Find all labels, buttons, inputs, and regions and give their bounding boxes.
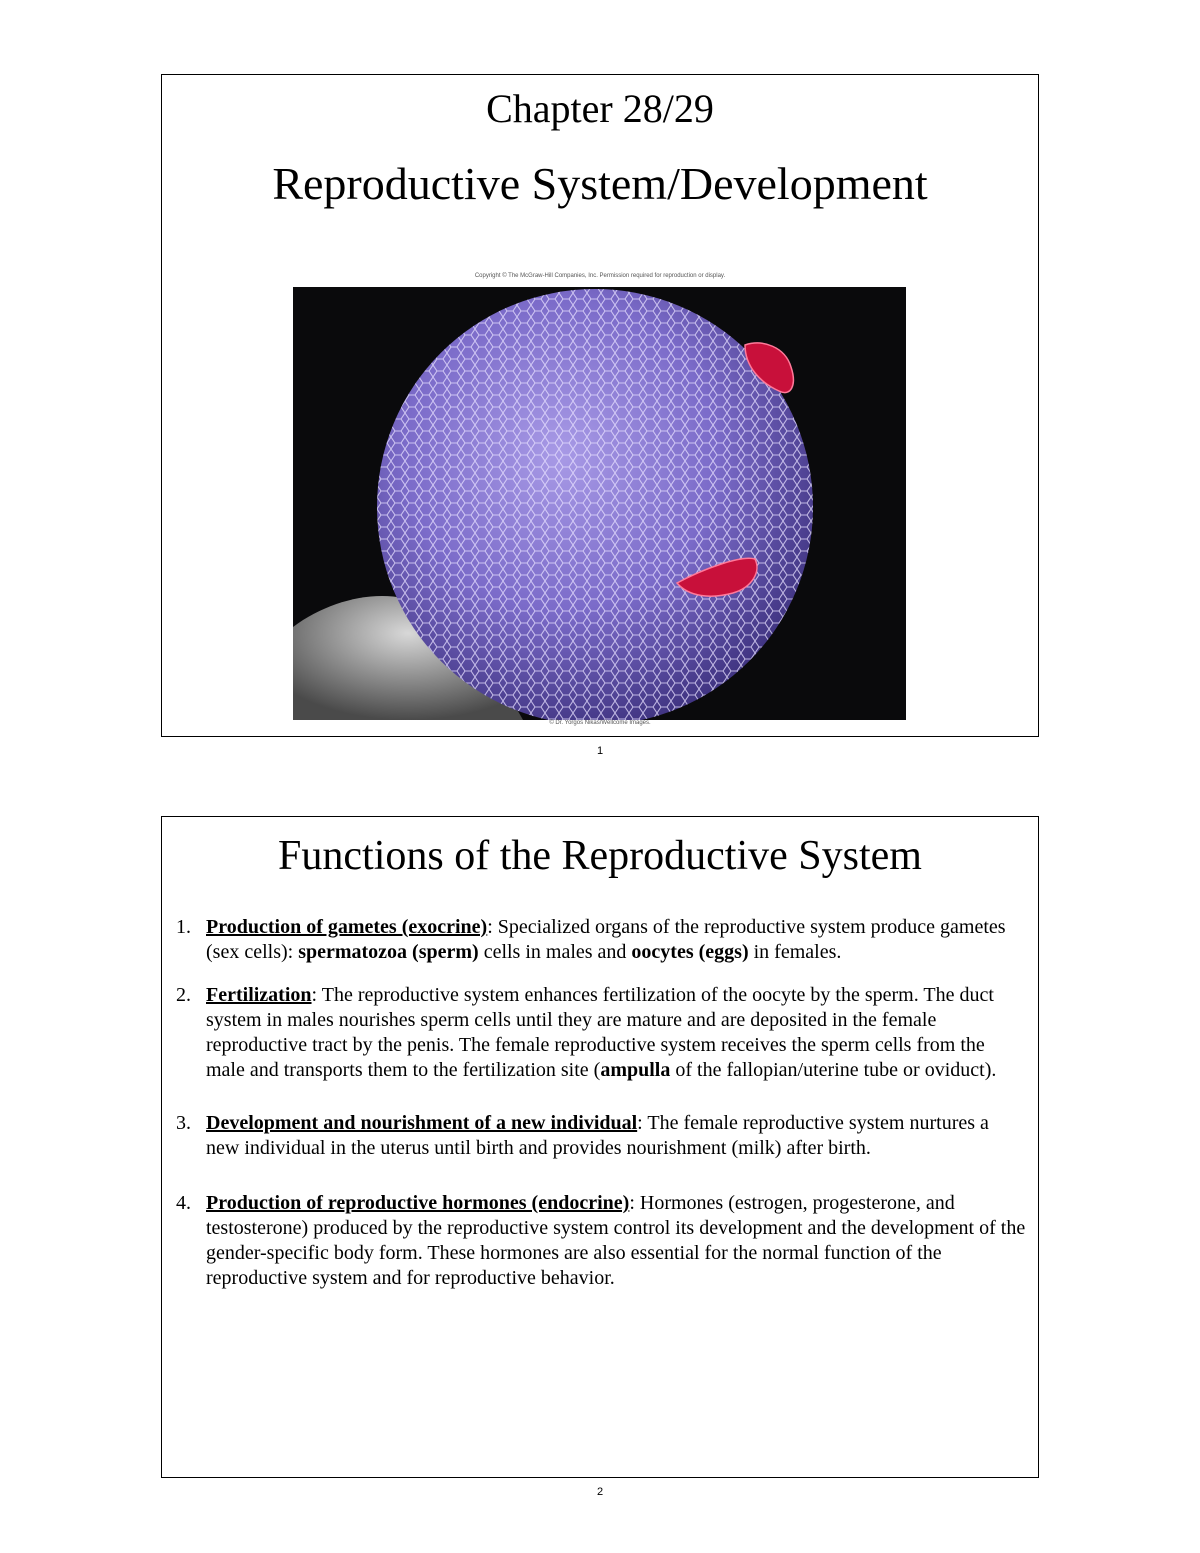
item-heading: Production of reproductive hormones (endocrine) (206, 1192, 630, 1214)
function-item (176, 1111, 1026, 1161)
slide-1 (161, 74, 1039, 737)
item-number: 2. (176, 984, 191, 1006)
item-keyword: ampulla (600, 1059, 671, 1081)
page-number-1: 1 (596, 745, 604, 757)
item-keyword: oocytes (eggs) (631, 941, 749, 963)
item-text: in females. (748, 941, 842, 963)
image-credit: © Dr. Yorgos Nikas/Wellcome Images. (549, 720, 651, 726)
item-number: 4. (176, 1192, 191, 1214)
oocyte-micrograph (293, 287, 906, 720)
item-keyword: spermatozoa (sperm) (298, 941, 479, 963)
slide-2-title: Functions of the Reproductive System (278, 833, 922, 879)
item-text: : Hormones (estrogen, progesterone, and testosterone) produced by the reproductive system control its development and the development of the gender-specific body form. These hormones are also essential for the normal function of the reproductive system and for reproductive behavior. (206, 1192, 1026, 1289)
copyright-notice: Copyright © The McGraw-Hill Companies, Inc. Permission required for reproduction or display. (474, 273, 726, 279)
functions-list (176, 915, 1026, 1291)
oocyte-micrograph-drawing (293, 287, 906, 720)
page-number-2: 2 (596, 1486, 604, 1498)
item-text: : Specialized organs of the reproductive system produce gametes (sex cells): (206, 916, 1006, 963)
function-item (176, 915, 1026, 965)
item-heading: Fertilization (206, 984, 312, 1006)
slide-1-title: Chapter 28/29 (486, 86, 714, 131)
item-heading: Production of gametes (exocrine) (206, 916, 488, 938)
function-item (176, 1191, 1026, 1291)
slide-2 (161, 816, 1039, 1478)
function-item (176, 983, 1026, 1083)
item-number: 3. (176, 1112, 191, 1134)
item-number: 1. (176, 916, 191, 938)
item-text: cells in males and (478, 941, 632, 963)
item-text: of the fallopian/uterine tube or oviduct). (670, 1059, 997, 1081)
item-text: : The reproductive system enhances fertilization of the oocyte by the sperm. The duct system in males nourishes sperm cells until they are mature and are deposited in the female reproductive tract by the penis. The female reproductive system receives the sperm cells from the male and transports them to the fertilization site ( (206, 984, 994, 1081)
item-heading: Development and nourishment of a new individual (206, 1112, 638, 1134)
item-text: : The female reproductive system nurtures a new individual in the uterus until birth and provides nourishment (milk) after birth. (206, 1112, 989, 1159)
slide-1-subtitle: Reproductive System/Development (272, 158, 928, 209)
